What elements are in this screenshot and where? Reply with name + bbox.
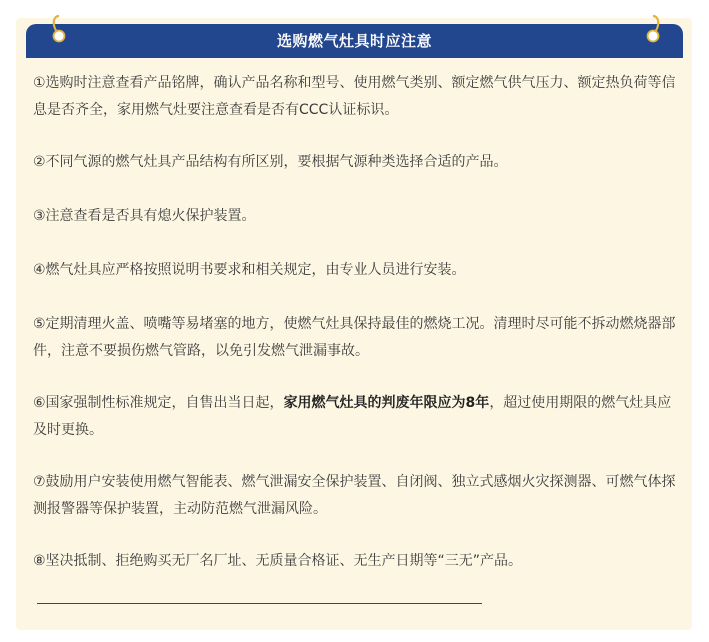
list-item-8: ⑧坚决抵制、拒绝购买无厂名厂址、无质量合格证、无生产日期等“三无”产品。: [33, 553, 523, 569]
binder-ring-left-icon: [46, 14, 72, 54]
list-item-2: ②不同气源的燃气灶具产品结构有所区别，要根据气源种类选择合适的产品。: [33, 154, 508, 170]
list-item-3: ③注意查看是否具有熄火保护装置。: [33, 208, 256, 224]
list-item-1: ①选购时注意查看产品铭牌，确认产品名称和型号、使用燃气类别、额定燃气供气压力、额定热负荷等信息是否齐全，家用燃气灶要注意查看是否有CCC认证标识。: [33, 75, 676, 118]
list-item-6-highlight: 家用燃气灶具的判废年限应为8年: [283, 395, 490, 411]
list-item-5: ⑤定期清理火盖、喷嘴等易堵塞的地方，使燃气灶具保持最佳的燃烧工况。清理时尽可能不拆动燃烧器部件，注意不要损伤燃气管路，以免引发燃气泄漏事故。: [33, 316, 676, 359]
list-item-6: [33, 390, 678, 444]
list-item-6-lead: ⑥国家强制性标准规定，自售出当日起，: [33, 395, 284, 411]
title-banner: [26, 24, 683, 58]
bottom-divider: [37, 603, 482, 604]
list-item-4: ④燃气灶具应严格按照说明书要求和相关规定，由专业人员进行安装。: [33, 262, 466, 278]
page-title: 选购燃气灶具时应注意: [276, 32, 432, 50]
list-item-7: ⑦鼓励用户安装使用燃气智能表、燃气泄漏安全保护装置、自闭阀、独立式感烟火灾探测器、可燃气体探测报警器等保护装置，主动防范燃气泄漏风险。: [33, 474, 676, 517]
list-item-6-tail: ，超过使用期限的燃气灶具应及时更换。: [33, 395, 672, 438]
binder-ring-right-icon: [640, 14, 666, 54]
